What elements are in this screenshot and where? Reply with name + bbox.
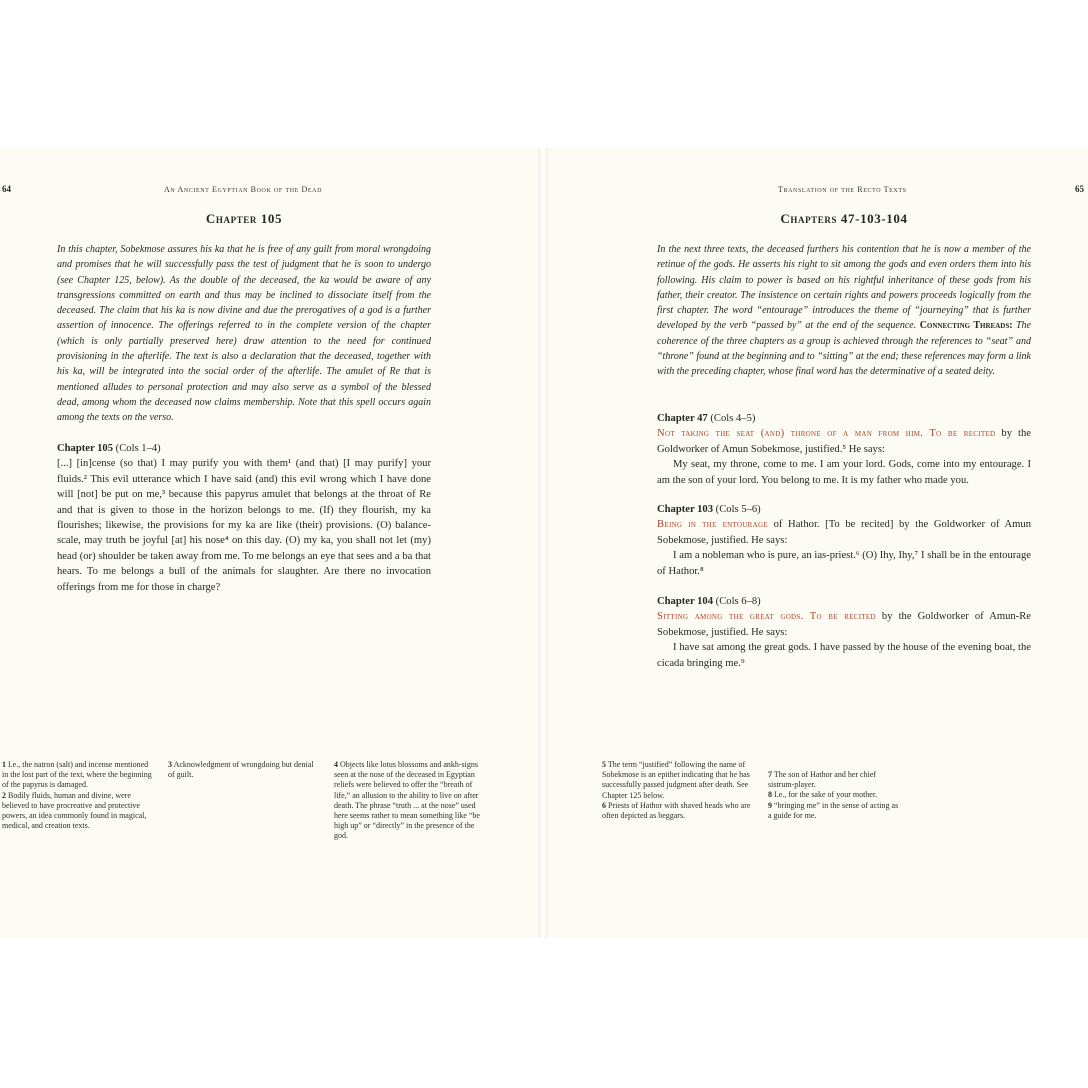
footnote: 3 Acknowledgment of wrongdoing but denial of guilt. [168,760,314,780]
section-cols: (Cols 5–6) [715,504,761,515]
right-footnotes-col-2 [768,770,900,821]
chapter-47-section [657,411,1031,488]
footnote: 9 “bringing me” in the sense of acting as a guide for me. [768,800,899,820]
right-running-head: Translation of the Recto Texts [778,185,907,194]
rubric-continuation: of Hathor. [To be recited] by the Goldworker of Amun Sobekmose, justified. He says: [657,519,1032,546]
left-footnotes-col-1 [2,760,154,831]
footnote: 8 I.e., for the sake of your mother. [768,790,878,800]
left-running-head: An Ancient Egyptian Book of the Dead [164,185,323,194]
section-text: [...] [in]cense (so that) I may purify you with them¹ (and that) [I may purify] your fluids.² This evil utterance which I have said (and) this evil wrong which I have done will [not] be put on me,³ because this papyrus amulet that belongs at the throat of Re and that is given to those in the horizon belongs to me. (If) they flourish, my ka flourishes; likewise, the provisions for my ka are like (their) provisions. (O) balance-scale, may truth be joyful [at] his nose⁴ on this day. (O) my ka, you shall not let (my) head (or) shoulder be taken away from me. To me belongs an eye that sees and a ba that hears. To me belongs a bull of the animals for slaughter. Are there no invocation offerings from me for those in charge? [57,458,431,593]
footnote: 2 Bodily fluids, human and divine, were believed to have procreative and protective powers, an idea commonly found in magical, medical, and creation texts. [2,790,147,831]
connecting-threads-label: Connecting Threads: [919,320,1013,332]
footnote: 5 The term “justified” following the name of Sobekmose is an epithet indicating that he has successfully passed judgment after death. See Chapter 125 below. [602,760,750,800]
intro-text: In the next three texts, the deceased furthers his contention that he is now a member of the retinue of the gods. He asserts his right to sit among the gods and even orders them into his following. His claim to power is based on his rightful inheritance of these gods from his father, their creator. The insistence on certain rights and powers proceeds logically from the first chapter. The word “entourage” introduces the theme of “journeying” that is further developed by the verb “passed by” at the end of the sequence. [657,244,1031,332]
section-heading: Chapter 104 [657,596,714,607]
section-text: My seat, my throne, come to me. I am your lord. Gods, come into my entourage. I am the son of your lord. You belong to me. It is my father who made you. [657,459,1031,486]
rubric: Not taking the seat (and) throne of a man from him. To be recited [657,428,996,440]
left-page-number: 64 [2,184,11,194]
left-chapter-section [57,441,431,595]
book-gutter [538,148,548,938]
section-heading: Chapter 105 [57,443,114,454]
section-cols: (Cols 1–4) [115,443,161,454]
footnote: 1 I.e., the natron (salt) and incense mentioned in the lost part of the text, where the beginning of the papyrus is damaged. [2,760,152,790]
section-cols: (Cols 6–8) [715,596,761,607]
left-footnotes-col-2 [168,760,320,780]
right-page-number: 65 [1075,184,1084,194]
rubric-continuation: by the Goldworker of Amun-Re Sobekmose, justified. He says: [657,611,1031,638]
right-chapter-title: Chapters 47-103-104 [780,211,908,226]
section-text: I am a nobleman who is pure, an ias-priest.⁶ (O) Ihy, Ihy,⁷ I shall be in the entourage of Hathor.⁸ [657,550,1031,577]
footnote: 7 The son of Hathor and her chief sistrum-player. [768,770,877,790]
right-intro [657,242,1031,380]
left-intro: In this chapter, Sobekmose assures his ka that he is free of any guilt from moral wrongdoing and promises that he will successfully pass the test of judgment that he is soon to undergo (see Chapter 125, below). As the double of the deceased, the ka would be aware of any transgressions committed on earth and thus may be inclined to dissociate itself from the deceased. The claim that his ka is now divine and due the prerogatives of a god is a further assertion of innocence. The offerings referred to in the complete version of the chapter (which is only partially preserved here) draw attention to the need for continued provisioning in the afterlife. The text is also a declaration that the deceased, together with his ka, will be integrated into the social order of the afterlife. The amulet of Re that is mentioned alludes to personal protection and may also serve as a symbol of the blessed dead, among whom the deceased now claims membership. Note that this spell occurs again among the texts on the verso. [57,244,431,424]
right-footnotes-col-1 [602,760,754,821]
rubric-continuation: by the Goldworker of Amun Sobekmose, justified.⁵ He says: [657,428,1031,455]
footnote: 6 Priests of Hathor with shaved heads who are often depicted as beggars. [602,800,751,821]
footnote: 4 Objects like lotus blossoms and ankh-signs seen at the nose of the deceased in Egyptian reliefs were believed to offer the “breath of life,” an allusion to the ability to live on after death. The phrase “truth ... at the nose” used here seems rather to mean something like “be high up” or “directly” in the presence of the god. [334,760,480,841]
section-heading: Chapter 103 [657,504,714,515]
section-text: I have sat among the great gods. I have passed by the house of the evening boat, the cicada bringing me.⁹ [657,642,1031,669]
chapter-103-section [657,502,1031,579]
rubric: Being in the entourage [657,519,768,531]
chapter-104-section [657,594,1031,671]
left-footnotes-col-3 [334,760,488,842]
left-chapter-title: Chapter 105 [205,211,283,226]
rubric: Sitting among the great gods. To be recited [657,611,876,623]
section-heading: Chapter 47 [657,413,708,424]
section-cols: (Cols 4–5) [710,413,756,424]
connecting-threads-text: The coherence of the three chapters as a group is achieved through the references to “seat” and “throne” found at the beginning and to “sitting” at the end; these references may form a link with the preceding chapter, whose final word has the determinative of a seated deity. [657,320,1031,378]
